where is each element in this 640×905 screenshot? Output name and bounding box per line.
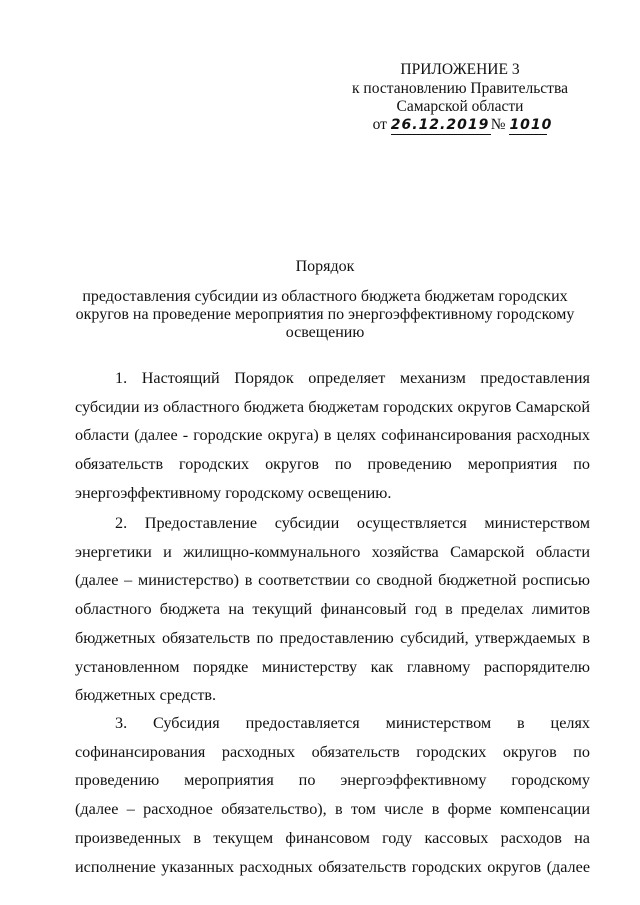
appendix-region: Самарской области [396, 98, 524, 115]
paragraph-line: бюджетных средств. [75, 686, 217, 705]
title-line: округов на проведение мероприятия по энергоэффективному городскому [75, 306, 575, 323]
paragraph-line: областного бюджета на текущий финансовый год в пределах лимитов [75, 600, 590, 619]
handwritten-date: 26.12.2019 [390, 117, 490, 133]
date-field [391, 116, 491, 135]
paragraph-1-first-line: 1. Настоящий Порядок определяет механизм предоставления [115, 369, 590, 387]
date-prefix: от [372, 116, 387, 133]
paragraph-line: установленном порядке министерству как главному распорядителю [75, 657, 590, 676]
paragraph-3-first-line: 3. Субсидия предоставляется министерством в целях [115, 714, 590, 732]
paragraph-2-first-line: 2. Предоставление субсидии осуществляется министерством [115, 514, 590, 532]
paragraph-line: (далее – расходное обязательство), в том числе в форме компенсации [75, 800, 590, 819]
number-prefix: № [490, 116, 506, 133]
title-heading: Порядок [295, 258, 355, 275]
paragraph-line: исполнение указанных расходных обязательств городских округов (далее [75, 857, 590, 876]
appendix-reference: к постановлению Правительства [352, 80, 568, 97]
paragraph-line: энергетики и жилищно-коммунального хозяйства Самарской области [75, 542, 590, 561]
paragraph-line: проведению мероприятия по энергоэффективному городскому [75, 771, 590, 790]
paragraph-line: субсидии из областного бюджета бюджетам городских округов Самарской [75, 397, 590, 416]
paragraph-line: произведенных в текущем финансовом году кассовых расходов на [75, 828, 590, 847]
appendix-date-line [330, 116, 590, 135]
paragraph-line: (далее – министерство) в соответствии со сводной бюджетной росписью [75, 571, 590, 590]
handwritten-number: 1010 [509, 117, 553, 133]
title-line: предоставления субсидии из областного бюджета бюджетам городских [82, 288, 568, 305]
appendix-number: ПРИЛОЖЕНИЕ 3 [400, 61, 520, 78]
paragraph-line: бюджетных обязательств по предоставлению субсидий, утверждаемых в [75, 628, 590, 647]
paragraph-line: софинансирования расходных обязательств городских округов по [75, 742, 590, 761]
title-line: освещению [285, 324, 365, 341]
paragraph-line: энергоэффективному городскому освещению. [75, 483, 392, 502]
paragraph-line: обязательств городских округов по проведению мероприятия по [75, 455, 590, 474]
paragraph-line: области (далее - городские округа) в целях софинансирования расходных [75, 426, 590, 445]
number-field [509, 116, 553, 135]
